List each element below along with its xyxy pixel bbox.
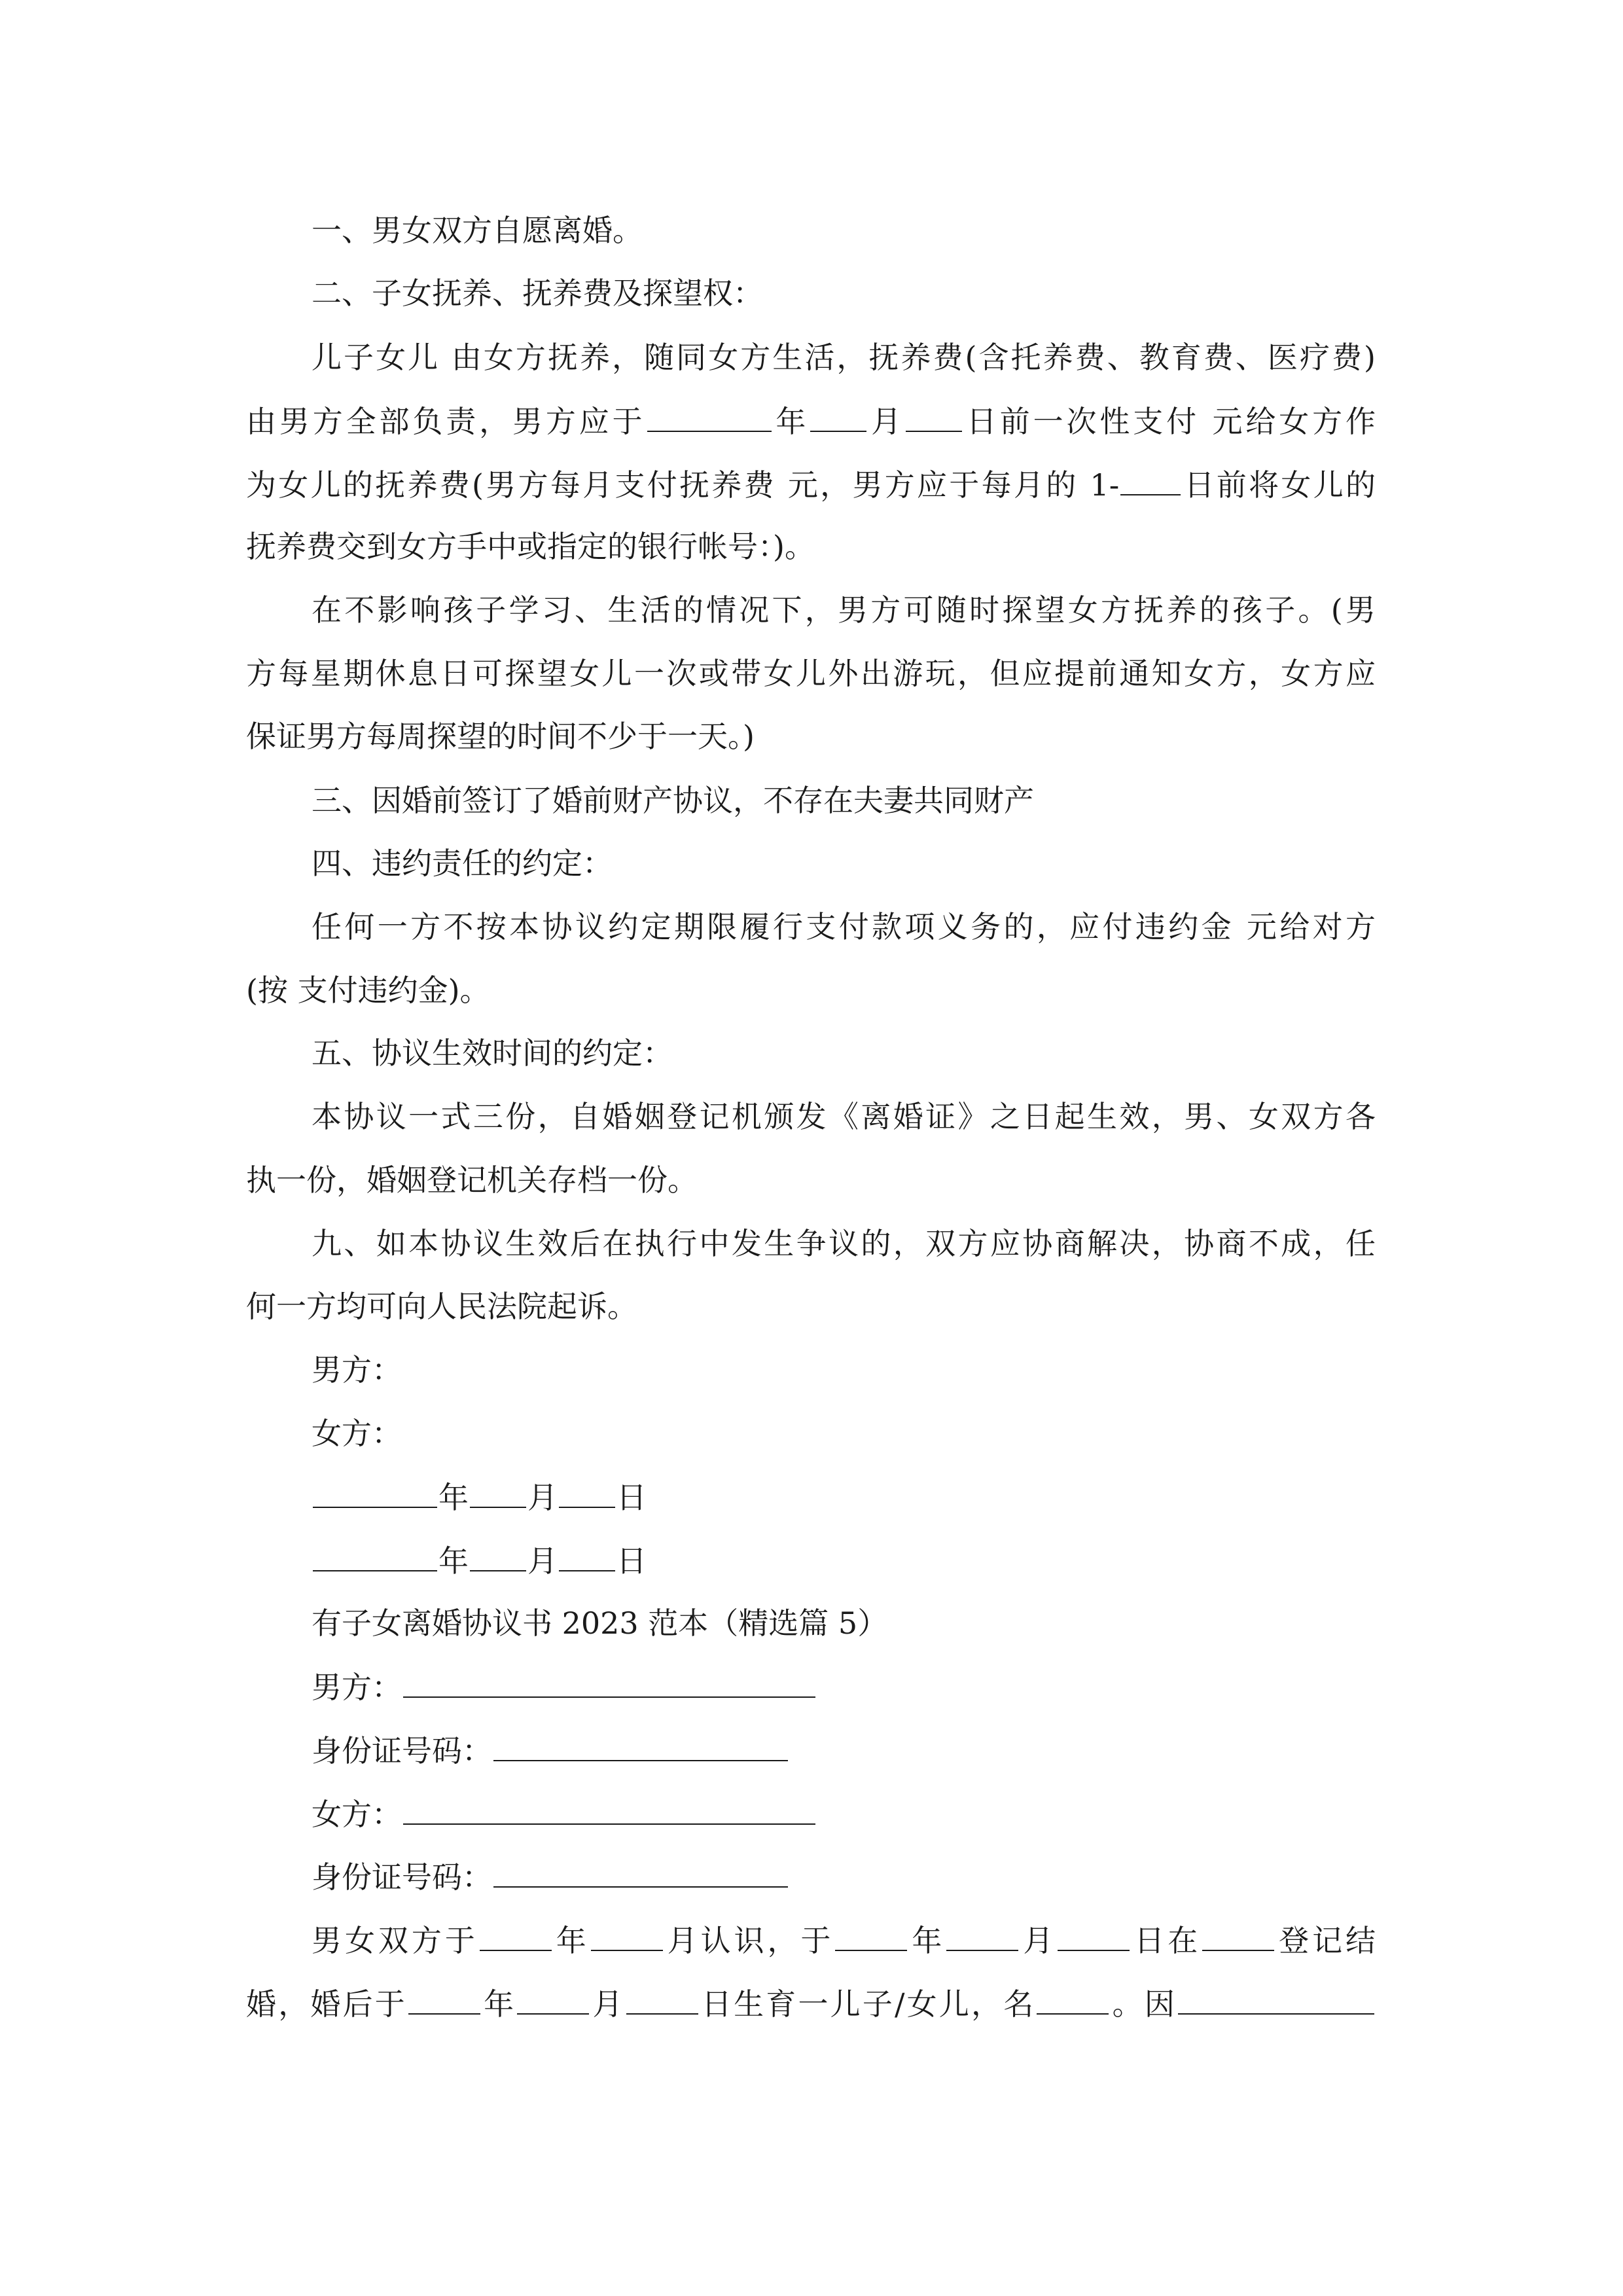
day-label: 日 — [616, 1543, 647, 1579]
year-label: 年 — [908, 1923, 946, 1958]
female-signature-label: 女方： — [312, 1416, 402, 1451]
visitation-line-1: 在不影响孩子学习、生活的情况下，男方可随时探望女方抚养的孩子。(男 — [312, 592, 1376, 628]
clause-2-text-segment: 日前一次性支付 元给女方作 — [963, 404, 1376, 439]
month-label: 月 — [590, 1986, 625, 2022]
month-label: 月 — [868, 404, 904, 439]
marriage-info-line-1 — [312, 1920, 1376, 1960]
clause-2-text-line-2 — [246, 401, 1376, 441]
clause-9-line-2: 何一方均可向人民法院起诉。 — [246, 1289, 637, 1324]
blank-month — [470, 1540, 526, 1571]
day-label: 日 — [616, 1480, 647, 1515]
blank-month — [810, 401, 866, 432]
clause-2-text-segment: 日前将女儿的 — [1182, 467, 1376, 503]
blank-year — [480, 1920, 552, 1951]
date-line-2 — [312, 1540, 1376, 1581]
blank-month — [591, 1920, 663, 1951]
male-id-label: 身份证号码： — [312, 1733, 492, 1768]
blank-year — [313, 1540, 437, 1571]
female-field — [312, 1793, 1376, 1834]
clause-5-text-line-2: 执一份，婚姻登记机关存档一份。 — [246, 1162, 698, 1198]
year-label: 年 — [481, 1986, 516, 2022]
male-signature-label: 男方： — [312, 1352, 402, 1388]
female-field-label: 女方： — [312, 1797, 402, 1832]
blank-year — [313, 1477, 437, 1508]
visitation-line-3: 保证男方每周探望的时间不少于一天。) — [246, 719, 755, 754]
date-line-1 — [312, 1477, 1376, 1517]
female-id-blank — [493, 1856, 788, 1888]
clause-2-text-segment: 由男方全部负责，男方应于 — [246, 404, 646, 439]
clause-2-text-line-1: 儿子女儿 由女方抚养，随同女方生活，抚养费(含托养费、教育费、医疗费) — [312, 340, 1376, 375]
month-label: 月 — [527, 1543, 558, 1579]
blank-year — [835, 1920, 907, 1951]
marriage-text: 日在 — [1131, 1923, 1202, 1958]
clause-4-text-line-1: 任何一方不按本协议约定期限履行支付款项义务的，应付违约金 元给对方 — [312, 909, 1376, 944]
year-label: 年 — [552, 1923, 590, 1958]
male-name-blank — [403, 1666, 815, 1698]
blank-day — [559, 1477, 615, 1508]
male-field-label: 男方： — [312, 1670, 402, 1705]
clause-2-text-segment: 为女儿的抚养费(男方每月支付抚养费 元，男方应于每月的 1- — [246, 467, 1120, 503]
marriage-text: 。因 — [1110, 1986, 1177, 2022]
clause-2-text-line-3 — [246, 464, 1376, 505]
blank-day — [626, 1983, 698, 2015]
clause-5-text-line-1: 本协议一式三份，自婚姻登记机颁发《离婚证》之日起生效，男、女双方各 — [312, 1099, 1376, 1134]
clause-2-heading: 二、子女抚养、抚养费及探望权： — [312, 276, 763, 311]
marriage-text: 月认识，于 — [664, 1923, 834, 1958]
blank-day-of-month — [1120, 464, 1181, 495]
male-id-field — [312, 1730, 1376, 1770]
female-id-label: 身份证号码： — [312, 1859, 492, 1895]
blank-month — [517, 1983, 589, 2015]
year-label: 年 — [438, 1480, 469, 1515]
clause-5-heading: 五、协议生效时间的约定： — [312, 1035, 673, 1071]
marriage-text: 男女双方于 — [312, 1923, 478, 1958]
section-title: 有子女离婚协议书 2023 范本（精选篇 5） — [312, 1605, 888, 1641]
blank-day — [559, 1540, 615, 1571]
female-name-blank — [403, 1793, 815, 1825]
male-field — [312, 1666, 1376, 1707]
blank-month — [946, 1920, 1018, 1951]
blank-month — [470, 1477, 526, 1508]
blank-day — [906, 401, 962, 432]
year-label: 年 — [772, 404, 810, 439]
blank-reason — [1178, 1983, 1374, 2015]
month-label: 月 — [1020, 1923, 1057, 1958]
blank-year — [408, 1983, 480, 2015]
marriage-text: 婚，婚后于 — [246, 1986, 407, 2022]
visitation-line-2: 方每星期休息日可探望女儿一次或带女儿外出游玩，但应提前通知女方，女方应 — [246, 656, 1376, 691]
male-id-blank — [493, 1730, 788, 1761]
blank-child-name — [1037, 1983, 1109, 2015]
clause-3: 三、因婚前签订了婚前财产协议，不存在夫妻共同财产 — [312, 783, 1034, 818]
year-label: 年 — [438, 1543, 469, 1579]
month-label: 月 — [527, 1480, 558, 1515]
clause-4-text-line-2: (按 支付违约金)。 — [246, 973, 490, 1008]
clause-4-heading: 四、违约责任的约定： — [312, 846, 613, 881]
blank-year — [647, 401, 772, 432]
clause-9-line-1: 九、如本协议生效后在执行中发生争议的，双方应协商解决，协商不成，任 — [312, 1226, 1376, 1261]
blank-day — [1058, 1920, 1130, 1951]
clause-1: 一、男女双方自愿离婚。 — [312, 213, 643, 248]
marriage-text: 日生育一儿子/女儿，名 — [699, 1986, 1036, 2022]
female-id-field — [312, 1856, 1376, 1897]
blank-place — [1202, 1920, 1274, 1951]
marriage-info-line-2 — [246, 1983, 1376, 2024]
clause-2-text-line-4: 抚养费交到女方手中或指定的银行帐号：)。 — [246, 529, 815, 564]
marriage-text: 登记结 — [1275, 1923, 1376, 1958]
